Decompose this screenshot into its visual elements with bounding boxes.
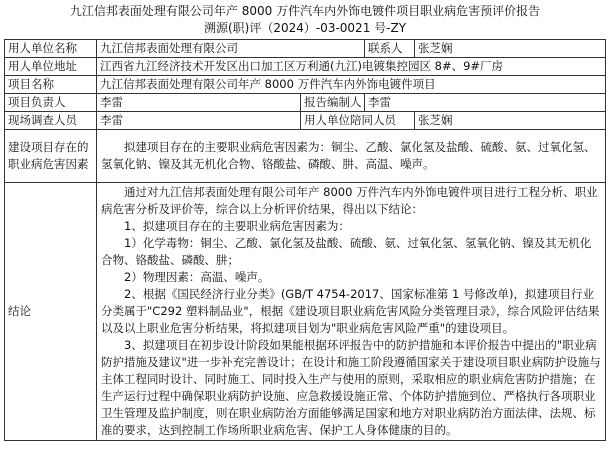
factors-cell [97, 130, 606, 183]
address-row [5, 58, 606, 76]
contact-label: 联系人 [365, 40, 415, 58]
conclusion-cell [97, 183, 606, 441]
escort-value: 张芝娴 [415, 112, 606, 130]
contact-value: 张芝娴 [415, 40, 606, 58]
conclusion-row [5, 183, 606, 441]
conclusion-paragraph-5: 2、根据《国民经济行业分类》(GB/T 4754-2017、国家标准第 1 号修改单)，拟建项目行业分类属于"C292 塑料制品业"，根据《建设项目职业病危害风险分类管理目录》，综合风险评估结果以及以上职业危害分析结果，将拟建项目划为"职业病危害风险严重"的建设项目。 [101, 287, 600, 335]
author-value: 李雷 [365, 94, 606, 112]
escort-label: 用人单位陪同人员 [301, 112, 415, 130]
author-label: 报告编制人 [301, 94, 365, 112]
employer-label: 用人单位名称 [5, 40, 97, 58]
factors-label: 建设项目存在的职业病危害因素 [5, 130, 97, 183]
conclusion-label: 结论 [5, 183, 97, 441]
report-info-table [4, 39, 606, 441]
lead-value: 李雷 [97, 94, 301, 112]
lead-row [5, 94, 606, 112]
conclusion-paragraph-2: 1、拟建项目存在的主要职业病危害因素为： [124, 219, 350, 233]
employer-value: 九江信邦表面处理有限公司 [97, 40, 365, 58]
conclusion-paragraph-3: 1）化学毒物：铜尘、乙酸、氯化氢及盐酸、硫酸、氨、过氧化氢、氢氧化钠、镍及其无机化合物、铬酸盐、磷酸、肼； [101, 236, 592, 267]
project-value: 九江信邦表面处理有限公司年产 8000 万件汽车内外饰电镀件项目 [97, 76, 606, 94]
address-value: 江西省九江经济技术开发区出口加工区万利通(九江)电镀集控园区 8#、9#厂房 [97, 58, 606, 76]
address-label: 用人单位地址 [5, 58, 97, 76]
conclusion-paragraph-1: 通过对九江信邦表面处理有限公司年产 8000 万件汽车内外饰电镀件项目进行工程分析、职业病危害分析及评价等，综合以上分析评价结果，得出以下结论： [101, 185, 598, 216]
factors-text: 拟建项目存在的主要职业病危害因素为：铜尘、乙酸、氯化氢及盐酸、硫酸、氨、过氧化氢、氢氧化钠、镍及其无机化合物、铬酸盐、磷酸、肼、高温、噪声。 [101, 140, 596, 171]
factors-row [5, 130, 606, 183]
conclusion-paragraph-6: 3、拟建项目在初步设计阶段如果能根据环评报告中的防护措施和本评价报告中提出的"职业病防护措施及建议"进一步补充完善设计；在设计和施工阶段遵循国家关于建设项目职业病防护设施与主体工程同时设计、同时施工、同时投入生产与使用的原则，采取相应的职业病危害防护措施；在生产运行过程中确保职业病防护设施、应急救援设施正常、个体防护措施到位、严格执行各项职业卫生管理及监护制度，则在职业病防治方面能够满足国家和地方对职业病防治方面法律、法规、标准的要求，达到控制工作场所职业病危害、保护工人身体健康的目的。 [101, 338, 601, 437]
lead-label: 项目负责人 [5, 94, 97, 112]
employer-row [5, 40, 606, 58]
survey-row [5, 112, 606, 130]
surveyor-label: 现场调查人员 [5, 112, 97, 130]
conclusion-paragraph-4: 2）物理因素：高温、噪声。 [124, 270, 270, 284]
report-title: 九江信邦表面处理有限公司年产 8000 万件汽车内外饰电镀件项目职业病危害预评价报告 [69, 4, 541, 18]
project-label: 项目名称 [5, 76, 97, 94]
report-number: 溯源(职)评（2024）-03-0021 号-ZY [203, 21, 407, 35]
project-row [5, 76, 606, 94]
surveyor-value: 李雷 [97, 112, 301, 130]
